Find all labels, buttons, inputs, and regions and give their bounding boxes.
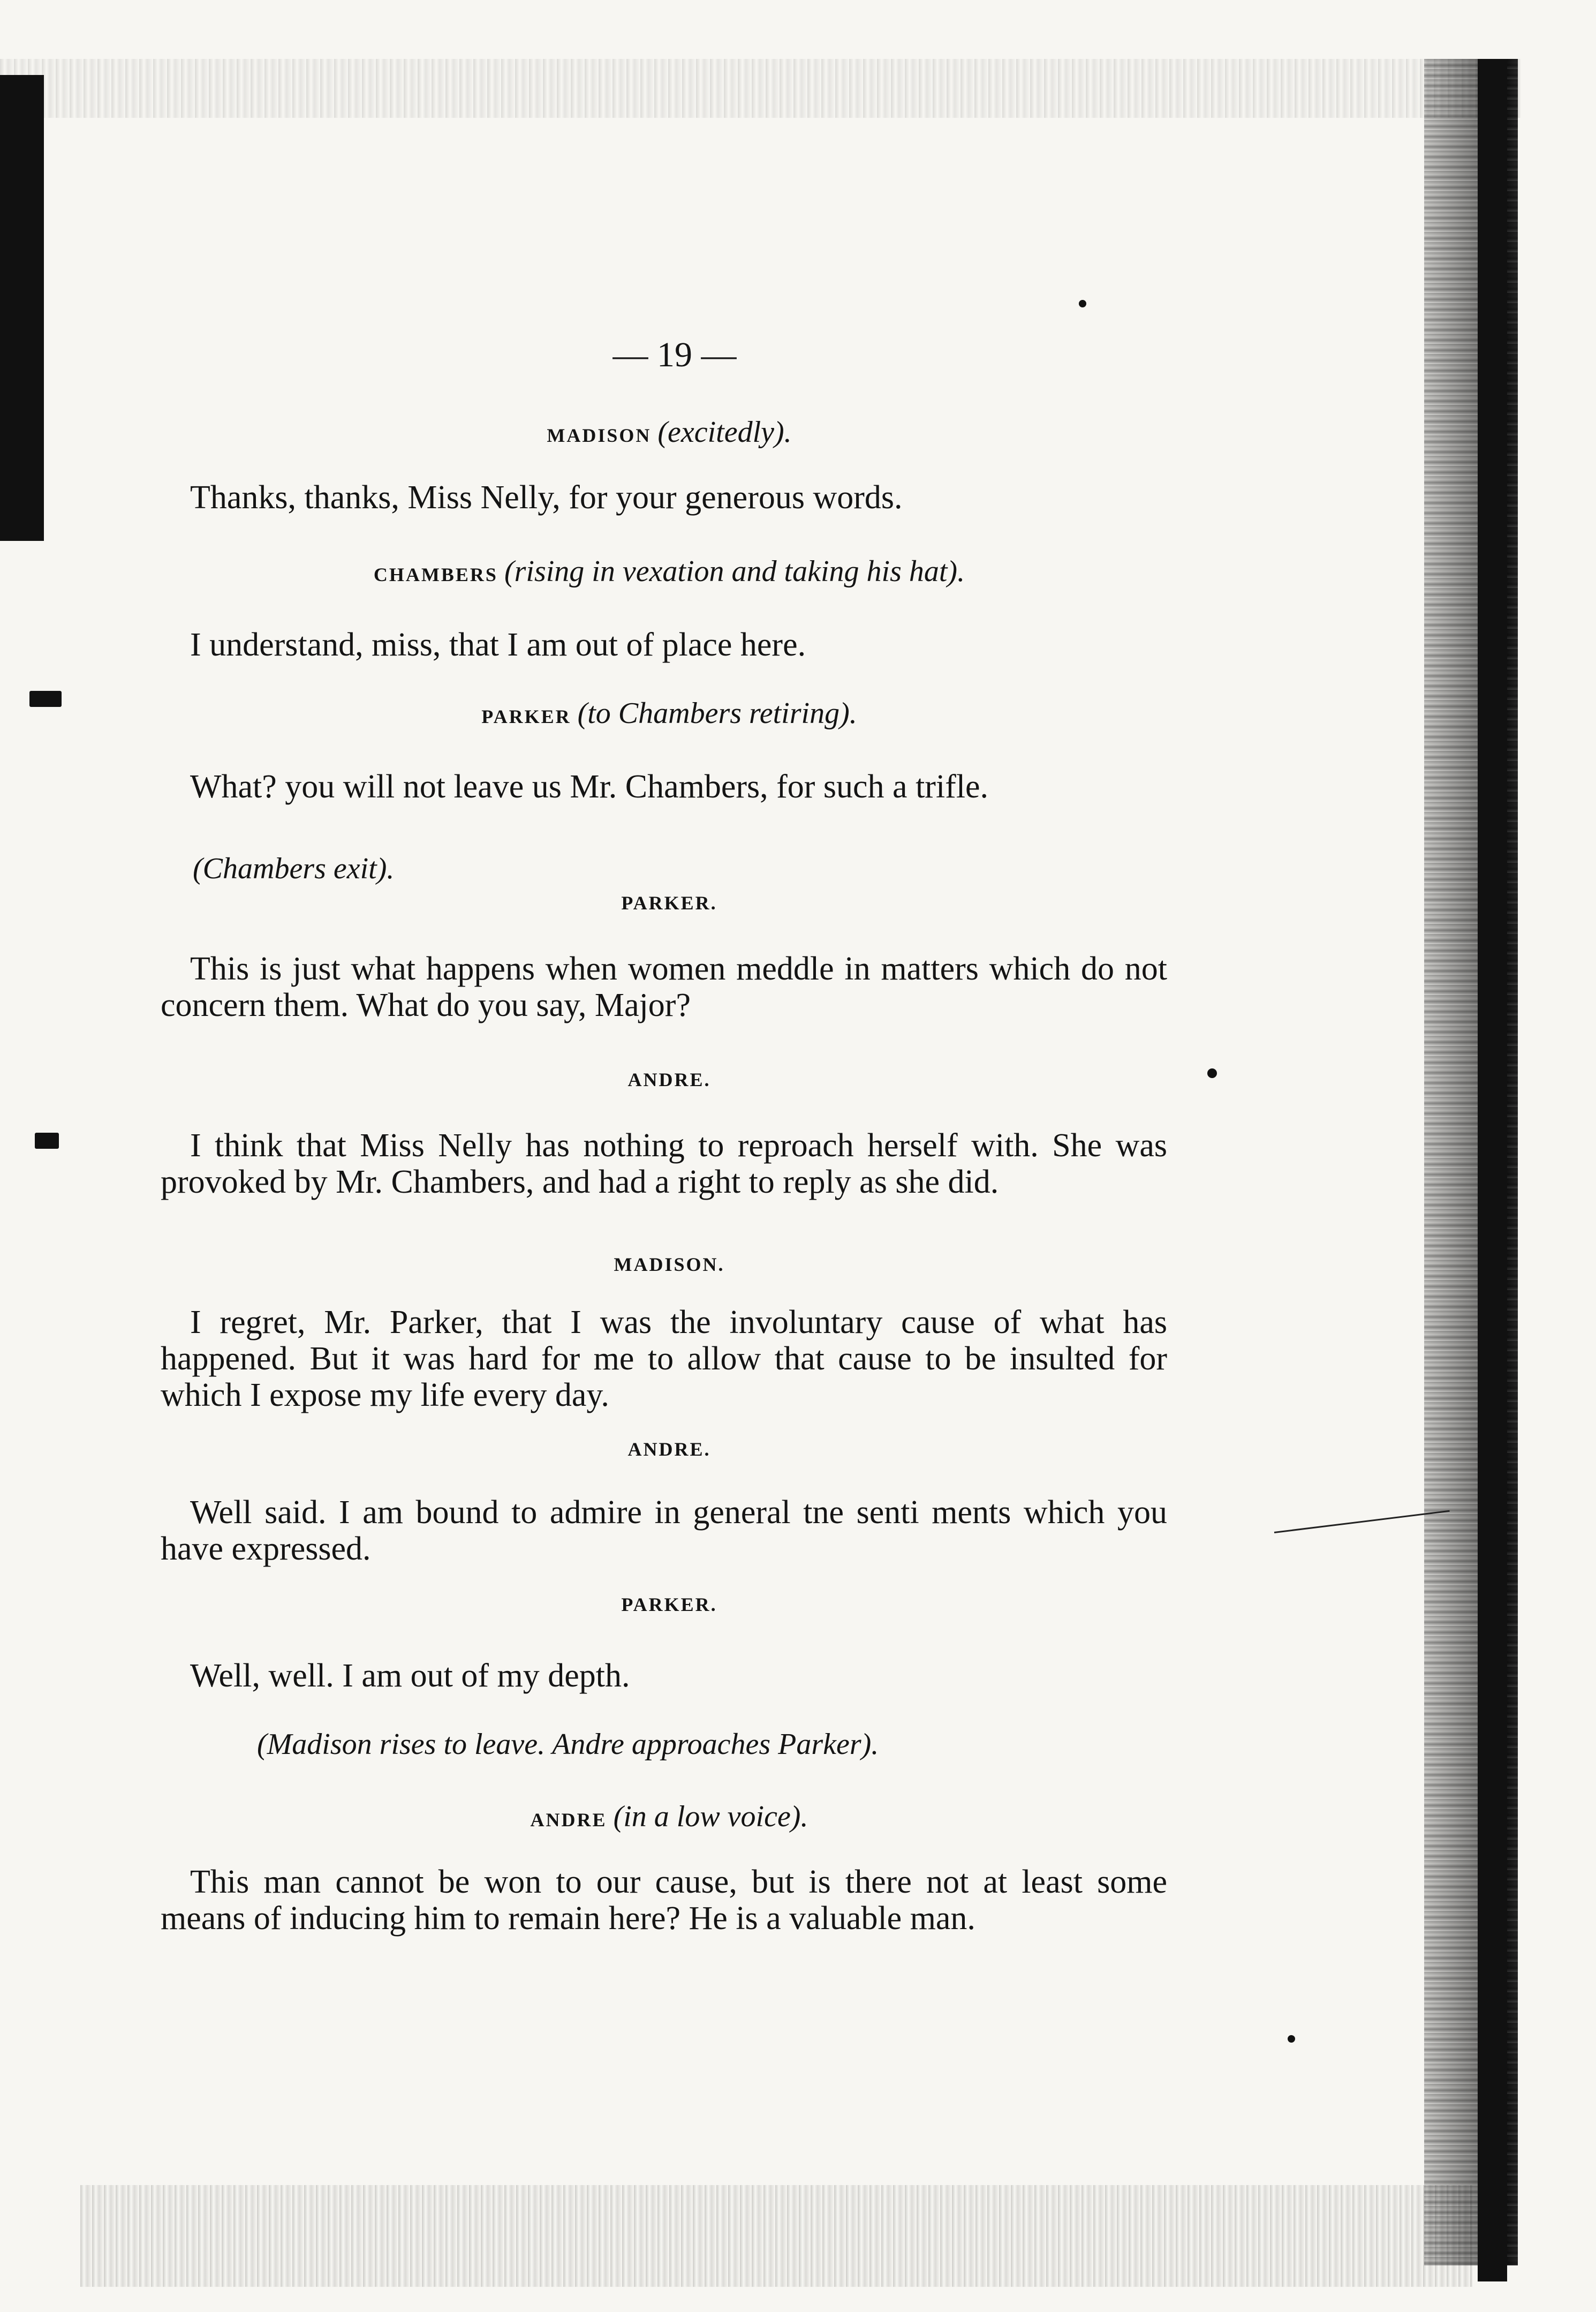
dialogue-line: Thanks, thanks, Miss Nelly, for your generous words. (190, 479, 903, 516)
speaker-name: PARKER (481, 706, 571, 727)
ink-speck (1207, 1068, 1217, 1078)
dialogue-line: Well, well. I am out of my depth. (190, 1658, 630, 1694)
speaker-heading (161, 415, 1178, 449)
scan-edge-right-bar (1478, 59, 1507, 2281)
speaker-name: CHAMBERS (373, 564, 498, 585)
stage-direction: (rising in vexation and taking his hat). (504, 555, 965, 588)
speaker-name: ANDRE. (627, 1069, 711, 1090)
pencil-stroke (1274, 1510, 1450, 1533)
scan-noise-top (0, 59, 1521, 118)
speaker-heading (161, 1593, 1178, 1616)
speaker-heading (161, 1799, 1178, 1834)
stage-direction: (Chambers exit). (193, 852, 395, 885)
margin-mark (29, 691, 62, 707)
speaker-name: MADISON (547, 425, 652, 446)
scan-noise-bottom (80, 2185, 1472, 2287)
speaker-heading (161, 696, 1178, 730)
speaker-heading (161, 892, 1178, 914)
speaker-heading (161, 1253, 1178, 1276)
dialogue-line: This man cannot be won to our cause, but is there not at least some means of inducing him to remain here? He is a valuable man. (161, 1864, 1167, 1937)
margin-mark (35, 1133, 59, 1149)
stage-direction: (to Chambers retiring). (577, 697, 857, 730)
speaker-heading (161, 554, 1178, 589)
speaker-name: PARKER. (621, 892, 717, 914)
ink-speck (1288, 2035, 1295, 2043)
speaker-name: ANDRE. (627, 1439, 711, 1460)
speaker-name: ANDRE (530, 1809, 607, 1831)
dialogue-line: I regret, Mr. Parker, that I was the involuntary cause of what has happened. But it was hard for me to allow that cause to be insulted for which I expose my life every day. (161, 1304, 1167, 1413)
speaker-heading (161, 1068, 1178, 1091)
scan-edge-left (0, 75, 44, 541)
dialogue-line: What? you will not leave us Mr. Chambers, for such a trifle. (190, 769, 989, 805)
dialogue-line: This is just what happens when women meddle in matters which do not concern them. What do you say, Major? (161, 951, 1167, 1023)
speaker-name: MADISON. (614, 1254, 725, 1275)
dialogue-line: Well said. I am bound to admire in general tne senti ments which you have expressed. (161, 1494, 1167, 1567)
dialogue-line: I understand, miss, that I am out of place here. (190, 627, 806, 663)
ink-speck (1079, 300, 1086, 307)
stage-direction: (Madison rises to leave. Andre approaches Parker). (257, 1728, 879, 1761)
speaker-name: PARKER. (621, 1594, 717, 1615)
speaker-heading (161, 1438, 1178, 1460)
stage-direction: (excitedly). (657, 416, 792, 449)
dialogue-line: I think that Miss Nelly has nothing to reproach herself with. She was provoked by Mr. Chambers, and had a right to reply as she did. (161, 1127, 1167, 1200)
page-number: — 19 — (612, 335, 737, 374)
stage-direction: (in a low voice). (613, 1800, 808, 1833)
